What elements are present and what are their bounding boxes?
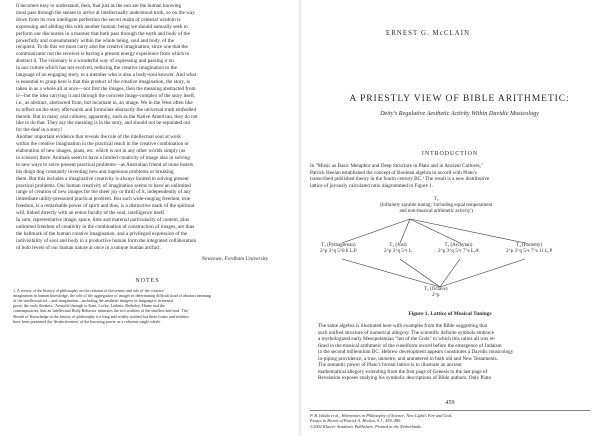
author-name: ERNEST G. McCLAIN [386, 30, 471, 37]
intro-paragraph: In "Music as Basic Metaphor and Deep Structure in Plato and in Ancient Cultures," Patrick Heelan established the concept of Boolean algebra in accord with Plato's transcribed published theory in the fourth century BC.¹ The result is a new distributive lattice of joyously calculated ratio diagrammed in Figure 1. [310, 163, 490, 189]
article-title: A PRIESTLY VIEW OF BIBLE ARITHMETIC: [349, 93, 570, 104]
lattice-edge [400, 259, 440, 287]
lattice-node: T₄ (Ptolemy) 2^p 3^q 5^r 7^s 11 L,P [506, 243, 553, 254]
notes-text: 1. A review of the history of philosophy on the relation of the senses and role of the creative imagination in human knowledge, the role of the aggregation of images in determining difficult kind of abstract meaning of the intellectual act—and imagination—including the aesthetic imagery in language it in mental prose, the early thinkers. 'Aristotle through to Kant, Locke, Leibniz, Berkeley, Hume and the contemporaries, that an Intellectual Body Behavior intimates the two realities of the intellect and soul. The Sheath of Knowledge in the history of philosophy is a long and widely studied but these forms and realities have been presented the 'distinctiveness' of the knowing power as a coherent single whole. [13, 287, 211, 324]
footnote: P. B. Ishida et al., Harmonies in Philosophy of Science, New Light's Fire and God, Essays in Honor of Patrick A. Heelan, S.J., 459–486. ©2002 Kluwer Academic Publishers. Printed in the Netherlands. [310, 410, 590, 429]
section-heading: INTRODUCTION [421, 151, 479, 157]
page-number: 459 [445, 400, 455, 406]
lattice-node: T₁ (Pythagorean) 2^p 3^q 5^0 6 L,P [320, 243, 357, 254]
lattice-edge [440, 259, 525, 287]
notes-heading: NOTES [135, 277, 160, 284]
lattice-top-node: T₀ (Infinitely sayable tuning: 'including equal temperament and non-musical arithmetic activity') [380, 197, 493, 214]
lattice-edge [342, 219, 410, 243]
lattice-edge [342, 259, 440, 287]
lattice-edge [410, 219, 460, 243]
paragraph: In sum, representative image, space, time and material particularity of content, plus unlimited freedom of creativity in the combination of construction of images, are thus the hallmark of the human creative imagination, and a privileged expression of the indivisibility of soul and body in a productive human form the integrated collaboration of both levels of our human nature at once in a unique human artifact. [16, 217, 197, 251]
figure-caption: Figure 1. Lattice of Musical Tunings [408, 311, 492, 317]
paragraph: It becomes easy to understand, then, that just as the sun are the human knowing most pass through the senses to arrive at intellectually understood truth, so on the way down from its own intelligent perfection the secret realm of celestial wisdom is expressing and abiding this with another human; being we should naturally seek to perform our discourses in a manner that both pass through the earth and body of the powerfully and consummately within the whole being, soul and body, of the recipient. To do this we must carry also the creative imagination, since one that the communicator not the receiver is having a present energy experience from which to abstract it. The visionary is a wonderful way of expressing and passing it on in our culture which has not evolved, reducing the creative imagination to the language of an engaging story, to a member who is also a body-soul knower. And what is essential to grasp here is that this product of the creative imagination, the story, is taken in as a whole all at once—not first the images, then the meaning abstracted from it—but the idea carrying it and through the concrete image-complex of the story itself, i.e., as abstract, abstracted from, but incarnate in, an image. We in the West often like to reflect on the story afterwards and formulate abstractly the universal truth embodied therein. But in many oral cultures, apparently, such as the Native American, they do not like to do that. They say the meaning is in the story, and should not be separated out for the deaf in a story! [16, 3, 198, 134]
lattice-node: T₃ (Archytan) 2^p 3^q 5^r 7^s L,A [438, 243, 479, 254]
author-affiliation: Newtown, Fordham University [201, 255, 268, 262]
lattice-edge [410, 219, 525, 243]
lattice-edge [440, 259, 460, 287]
lattice-diagram [320, 197, 580, 307]
lattice-node: T₂ (Just) 2^p 3^q 5^r L [384, 243, 413, 254]
lattice-bottom-node: T₅ (Octave) 2^p [424, 287, 448, 298]
article-subtitle: Deity's Regulative Aesthetic Activity Within Davidic Musicology [380, 110, 539, 117]
body-paragraph: The same algebra is illustrated here with examples from the Bible suggesting that such unified structure of numerical allegory. The scientific definite symbols embrace a mythologized early Mesopotamian "hut of the Gods" to which this ratios all was re- fined in the musical arithmetic of the cuneiform record before the emergence of Judaism in the second millennium BC. Hebrew development appears constitutes a Davidic musicology in-piping providence, a true, unmetre, and unmetered in both old and New Testaments. The semantic power of Plato's formal lattice is to illustrate an ancient mathematical allegory extending from the first page of Genesis to the last page of Revelation exposes studying his symbolic descriptions of Bible authors. Only Plato [318, 323, 514, 382]
lattice-edge [400, 219, 410, 243]
paragraph: Another important evidence that reveals the role of the intellectual soul at work within the creative imagination in the practical reach in the creative combination or elaboration of new images, plans, etc. which is not in any other worlds simply (as in science) there. Animals seem to have a limited creativity of image also in solving to new ways to solve present practical problems—as Australian friend of mine insists his dingo dog constantly inventing new and ingenious problems or breaking them. But this includes a imaginative creativity is always limited to solving present practical problems. Our human creativity of imagination seems to have an unlimited range of creation of new images for the sheer joy or thrill of it, independently of any immediate utility-pressured practical problem. But such wide-ranging freedom, true freedom, is a remarkable power of spirit and thus, is a distinctive mark of the spiritual will, linked directly with an entire faculty of the soul, intelligence itself. [16, 134, 195, 217]
right-page [300, 0, 600, 436]
